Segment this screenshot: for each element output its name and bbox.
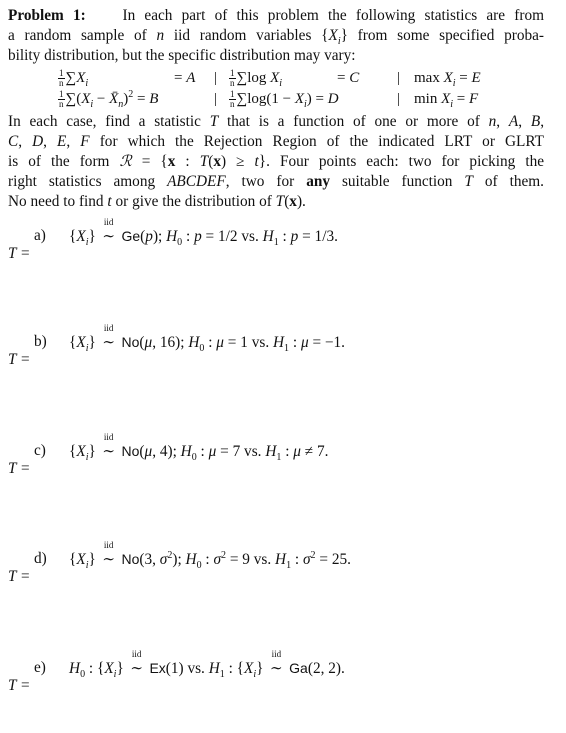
instructions-line-5: No need to find t or give the distribution of T(x).: [8, 193, 306, 210]
instructions-line-1: In each case, find a statistic T that is a function of one or more of n, A, B,: [8, 113, 545, 130]
problem-intro-line-3: bility distribution, but the specific distribution may vary:: [8, 47, 356, 64]
part-d-statement: $\{X_i\}$ iid ∼ No(3, $\sigma^2$); $H_0$ : $\sigma^2 = 9$ vs. $H_1$ : $\sigma^2 = 25$.: [69, 540, 351, 572]
part-d-label: d): [34, 550, 47, 567]
statistic-a: $\frac{1}{n}$ $\sum X_i$: [59, 68, 89, 89]
statistic-c-value: = C: [337, 70, 360, 86]
statistic-a-value: = A: [174, 70, 196, 86]
instructions-line-3: is of the form ℛ = {x : T(x) ≥ t}. Four points each: two for picking the: [8, 153, 545, 170]
statistic-c: $\frac{1}{n}$ ∑log $X_i$: [230, 68, 283, 89]
part-a-statement: $\{X_i\}$ iid ∼ Ge(p); $H_0$ : p = 1/2 vs. $H_1$ : p = 1/3.: [69, 217, 338, 249]
part-c-label: c): [34, 442, 46, 459]
table-divider: |: [214, 91, 218, 107]
part-c-statement: $\{X_i\}$ iid ∼ No(μ, 4); $H_0$ : μ = 7 vs. $H_1$ : μ ≠ 7.: [69, 432, 329, 464]
table-divider: |: [214, 70, 218, 86]
part-e-label: e): [34, 659, 46, 676]
part-b-label: b): [34, 333, 47, 350]
problem-intro-line-1: Problem 1: In each part of this problem the following statistics are from: [8, 7, 544, 24]
part-b-answer-label: T =: [8, 351, 31, 368]
instructions-line-4: right statistics among ABCDEF, two for any suitable function T of them.: [8, 173, 544, 190]
statistic-b: $\frac{1}{n}$ $\sum(X_i$ − $X̄_n)^2 = B$: [59, 89, 159, 110]
part-a-label: a): [34, 227, 46, 244]
part-b-statement: $\{X_i\}$ iid ∼ No(μ, 16); $H_0$ : μ = 1 vs. $H_1$ : μ = −1.: [69, 323, 345, 355]
part-e-answer-label: T =: [8, 677, 31, 694]
table-divider: |: [397, 91, 401, 107]
part-d-answer-label: T =: [8, 568, 31, 585]
problem-title: Problem 1:: [8, 7, 86, 24]
statistic-e: $\max X_i = E$: [414, 70, 481, 89]
table-divider: |: [397, 70, 401, 86]
part-a-answer-label: T =: [8, 245, 31, 262]
instructions-line-2: C, D, E, F for which the Rejection Region of the indicated LRT or GLRT: [8, 133, 544, 150]
part-c-answer-label: T =: [8, 460, 31, 477]
statistic-f: $\min X_i = F$: [414, 91, 479, 110]
part-e-statement: $H_0$ : $\{X_i\}$ iid ∼ Ex(1) vs. $H_1$ : $\{X_i\}$ iid ∼ Ga(2, 2).: [69, 649, 345, 681]
problem-intro-line-2: a random sample of n iid random variables $\{X_i\}$ from some specified proba-: [8, 27, 544, 48]
statistic-d: $\frac{1}{n}$ $\sum\log(1 - X_i) = D$: [230, 89, 339, 110]
